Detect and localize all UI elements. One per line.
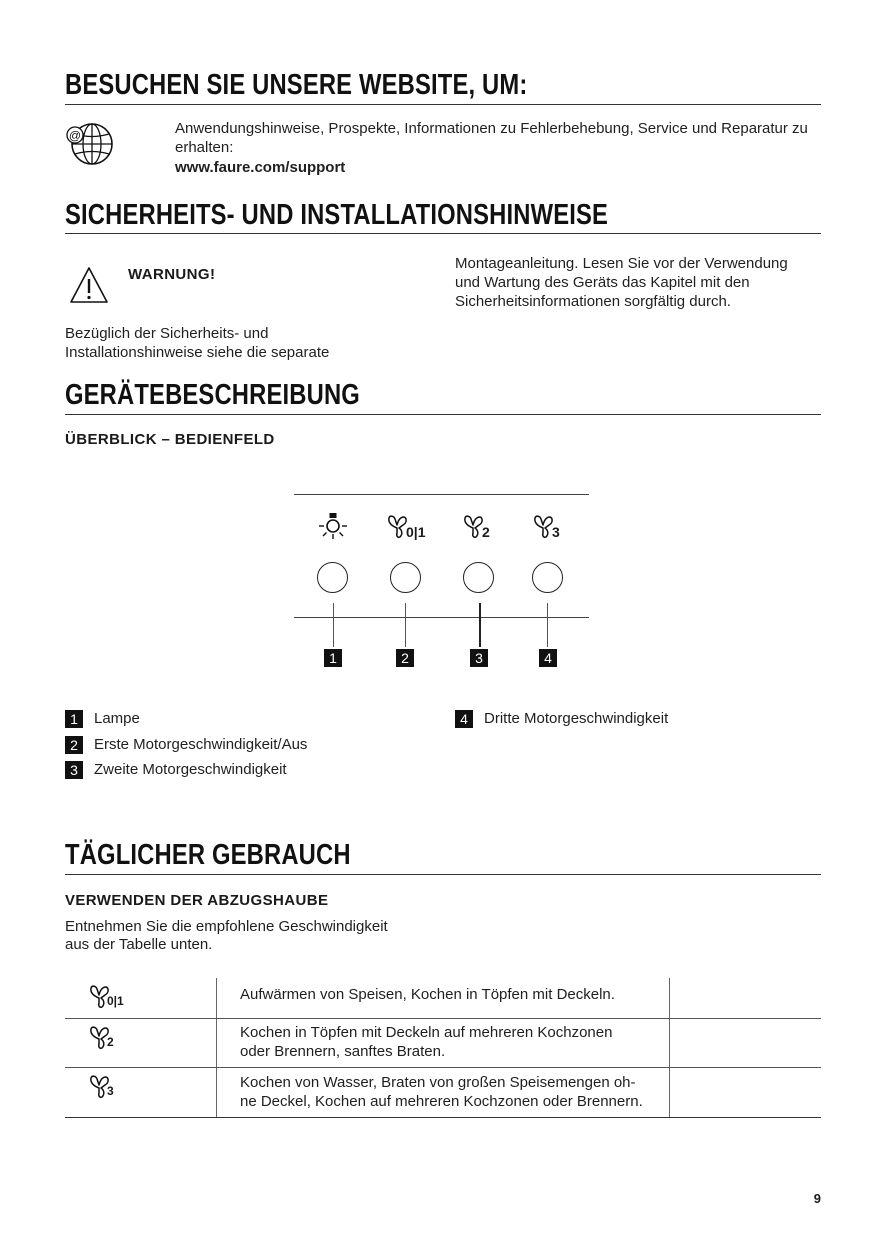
- fan-speed-3-icon: [532, 514, 568, 544]
- legend-number: 4: [455, 710, 473, 728]
- fan-speed-2-icon: [88, 1025, 128, 1051]
- table-bottom-rule: [65, 1117, 821, 1118]
- safety-text-left-2: Installationshinweise siehe die separate: [65, 344, 330, 361]
- table-speed-symbol: 0|1: [107, 994, 124, 1008]
- table-cell-text: oder Brennern, sanftes Braten.: [240, 1043, 446, 1060]
- legend-label: Zweite Motorgeschwindigkeit: [94, 761, 287, 778]
- speed-3-button[interactable]: [532, 562, 563, 593]
- table-row-divider: [65, 1067, 821, 1068]
- safety-text-left-1: Bezüglich der Sicherheits- und: [65, 325, 269, 342]
- website-url[interactable]: www.faure.com/support: [175, 159, 346, 176]
- fan-speed-1-icon: [386, 514, 434, 544]
- safety-heading: SICHERHEITS- UND INSTALLATIONSHINWEISE: [65, 199, 609, 231]
- callout-number: 2: [396, 649, 414, 667]
- safety-text-right-3: Sicherheitsinformationen sorgfältig durch.: [455, 293, 731, 310]
- speed-1-button[interactable]: [390, 562, 421, 593]
- callout-number: 1: [324, 649, 342, 667]
- divider: [65, 414, 821, 415]
- divider: [65, 233, 821, 234]
- website-heading: BESUCHEN SIE UNSERE WEBSITE, UM:: [65, 69, 528, 101]
- lamp-icon: [316, 512, 350, 542]
- fan-speed-2-label: 2: [482, 524, 490, 540]
- leader-line: [333, 603, 334, 647]
- fan-speed-3-icon: [88, 1074, 128, 1100]
- leader-line: [405, 603, 406, 647]
- table-speed-symbol: 2: [107, 1035, 114, 1049]
- daily-intro-2: aus der Tabelle unten.: [65, 936, 213, 953]
- legend-label: Lampe: [94, 710, 140, 727]
- daily-subheading: VERWENDEN DER ABZUGSHAUBE: [65, 892, 329, 909]
- lamp-button[interactable]: [317, 562, 348, 593]
- web-globe-icon: [64, 120, 116, 168]
- divider: [65, 874, 821, 875]
- svg-text:@: @: [68, 128, 82, 143]
- legend-number: 2: [65, 736, 83, 754]
- description-subheading: ÜBERBLICK – BEDIENFELD: [65, 431, 275, 448]
- divider: [65, 104, 821, 105]
- table-cell-text: Aufwärmen von Speisen, Kochen in Töpfen mit Deckeln.: [240, 986, 615, 1003]
- daily-intro-1: Entnehmen Sie die empfohlene Geschwindigkeit: [65, 918, 388, 935]
- legend-label: Erste Motorgeschwindigkeit/Aus: [94, 736, 308, 753]
- warning-triangle-icon: [68, 265, 110, 305]
- description-heading: GERÄTEBESCHREIBUNG: [65, 379, 360, 411]
- table-col-divider: [216, 978, 217, 1117]
- panel-bottom-edge: [294, 617, 589, 618]
- website-text: Anwendungshinweise, Prospekte, Informationen zu Fehlerbehebung, Service und Reparatur zu erhalten:: [175, 120, 808, 156]
- table-cell-text: Kochen in Töpfen mit Deckeln auf mehreren Kochzonen: [240, 1024, 613, 1041]
- callout-number: 3: [470, 649, 488, 667]
- table-cell-text: ne Deckel, Kochen auf mehreren Kochzonen oder Brennern.: [240, 1093, 643, 1110]
- fan-speed-3-label: 3: [552, 524, 560, 540]
- panel-top-edge: [294, 494, 589, 495]
- fan-speed-2-icon: [462, 514, 498, 544]
- warning-label: WARNUNG!: [128, 266, 216, 283]
- safety-text-right-2: und Wartung des Geräts das Kapitel mit den: [455, 274, 750, 291]
- leader-line: [479, 603, 481, 647]
- callout-number: 4: [539, 649, 557, 667]
- speed-2-button[interactable]: [463, 562, 494, 593]
- daily-heading: TÄGLICHER GEBRAUCH: [65, 839, 351, 871]
- leader-line: [547, 603, 548, 647]
- table-col-divider: [669, 978, 670, 1117]
- legend-label: Dritte Motorgeschwindigkeit: [484, 710, 669, 727]
- page-number: 9: [813, 1191, 821, 1206]
- table-row-divider: [65, 1018, 821, 1019]
- safety-text-right-1: Montageanleitung. Lesen Sie vor der Verwendung: [455, 255, 788, 272]
- fan-speed-1-label: 0|1: [406, 524, 426, 540]
- legend-number: 3: [65, 761, 83, 779]
- table-cell-text: Kochen von Wasser, Braten von großen Speisemengen oh-: [240, 1074, 636, 1091]
- legend-number: 1: [65, 710, 83, 728]
- fan-speed-1-icon: [88, 984, 128, 1010]
- table-speed-symbol: 3: [107, 1084, 114, 1098]
